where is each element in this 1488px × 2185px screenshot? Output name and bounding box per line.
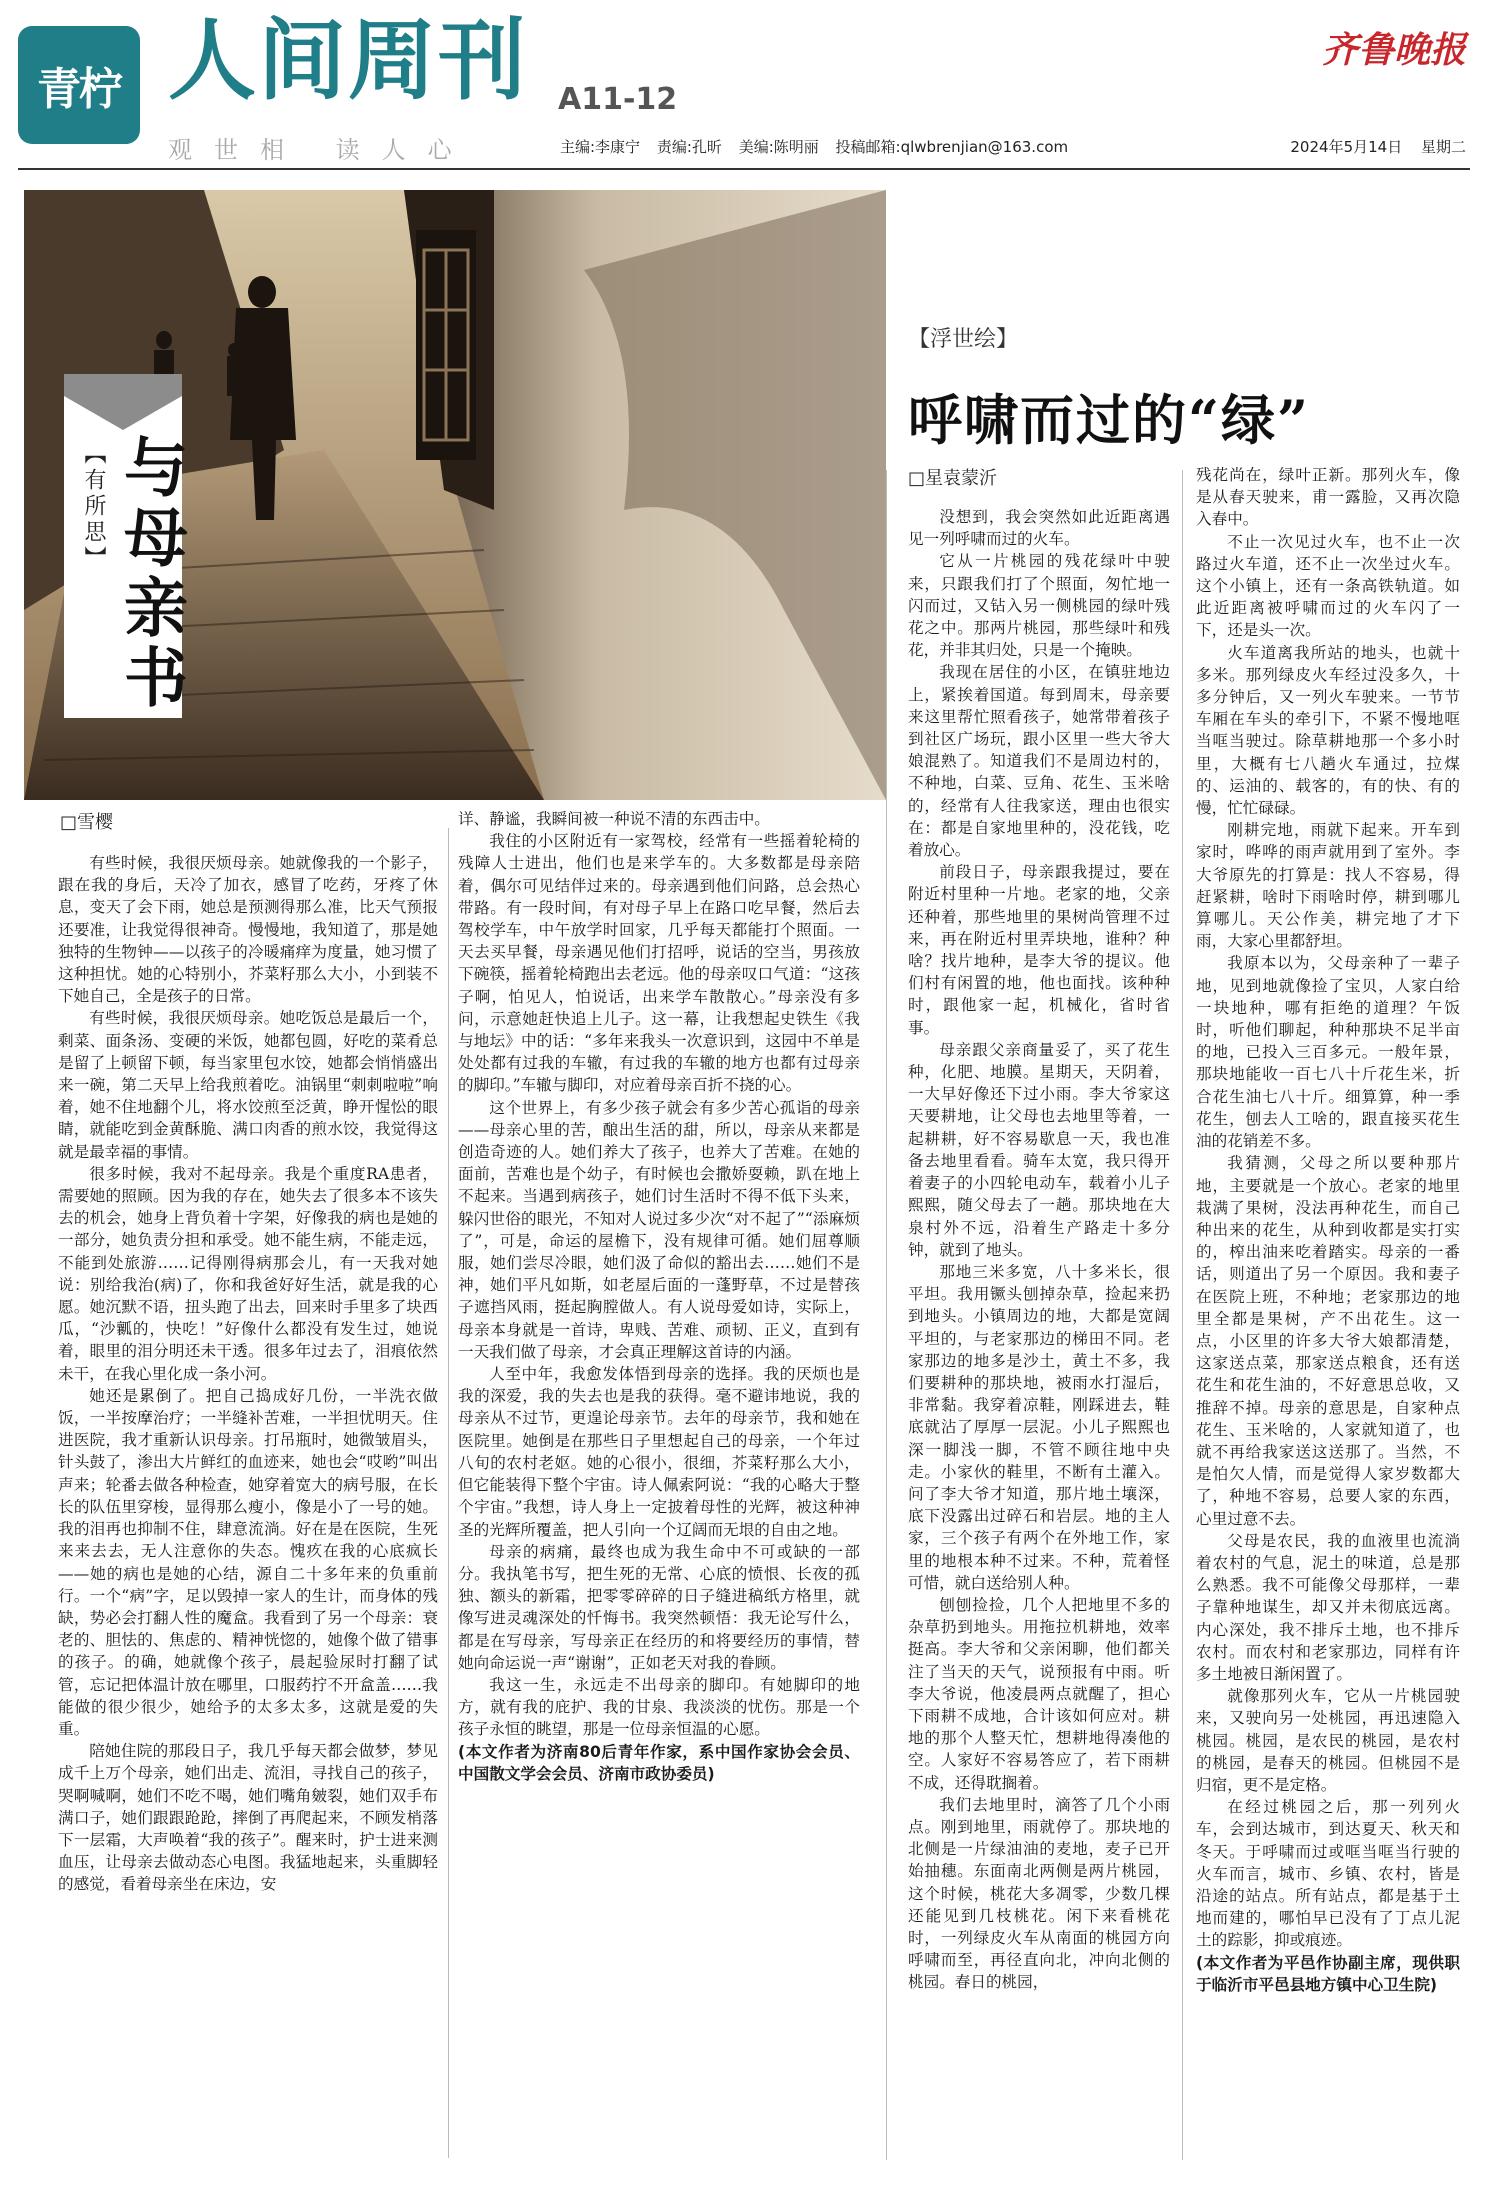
submission-email: 投稿邮箱:qlwbrenjian@163.com: [835, 138, 1069, 156]
paragraph: 她还是累倒了。把自己捣成好几份，一半洗衣做饭，一半按摩治疗；一半缝补苦难，一半担忧明天。住进医院，我才重新认识母亲。打吊瓶时，她微皱眉头，针头鼓了，渗出大片鲜红的血迹来，她也会“哎哟”叫出声来；轮番去做各种检查，她穿着宽大的病号服，在长长的队伍里穿梭，显得那么瘦小，像是小了一号的她。我的泪再也抑制不住，肆意流淌。好在是在医院，生死来来去去，无人注意你的失态。愧疚在我的心底疯长——她的病也是她的心结，源自二十多年来的负重前行。一个“病”字，足以毁掉一家人的生计，而身体的残缺，势必会打翻人性的魔盒。我看到了另一个母亲：衰老的、胆怯的、焦虑的、精神恍惚的，她像个做了错事的孩子。的确，她就像个孩子，晨起验尿时打翻了试管，忘记把体温计放在哪里，口服药拧不开盒盖……我能做的很少很少，她给予的太多太多，这就是爱的失重。: [58, 1386, 438, 1738]
paragraph: 我住的小区附近有一家驾校，经常有一些摇着轮椅的残障人士进出，他们也是来学车的。大多数都是母亲陪着，偶尔可见结伴过来的。母亲遇到他们问路，总会热心带路。有一段时间，有对母子早上在路口吃早餐，然后去驾校学车，中午放学时回家，几乎每天都能打个照面。一天去买早餐，母亲遇见他们打招呼，说话的空当，男孩放下碗筷，摇着轮椅跑出去老远。他的母亲叹口气道：“这孩子啊，怕见人，怕说话，出来学车散散心。”母亲没有多问，示意她赶快追上儿子。这一幕，让我想起史铁生《我与地坛》中的话：“多年来我头一次意识到，这园中不单是处处都有过我的车辙，有过我的车辙的地方也都有过母亲的脚印。”车辙与脚印，对应着母亲百折不挠的心。: [458, 832, 860, 1095]
paragraph: 父母是农民，我的血液里也流淌着农村的气息，泥土的味道，总是那么熟悉。我不可能像父母那样，一辈子靠种地谋生，却又并未彻底远离。内心深处，我不排斥土地，也不排斥农村。而农村和老家那边，同样有许多土地被日渐闲置了。: [1196, 1531, 1460, 1683]
author-note: (本文作者为平邑作协副主席，现供职于临沂市平邑县地方镇中心卫生院): [1196, 1953, 1460, 1994]
art-editor: 美编:陈明丽: [738, 138, 819, 156]
left-column-label: 【有所思】: [81, 442, 106, 572]
paragraph: 在经过桃园之后，那一列列火车，会到达城市，到达夏天、秋天和冬天。于呼啸而过或哐当哐当行驶的火车而言，城市、乡镇、农村，皆是沿途的站点。所有站点，都是基于土地而建的，哪怕早已没有了丁点儿泥土的踪影，抑或痕迹。: [1196, 1798, 1460, 1950]
right-article-column-1: [908, 506, 1170, 2170]
newspaper-brand: 齐鲁晚报: [1321, 29, 1466, 71]
column-divider: [448, 828, 449, 2158]
paragraph: 陪她住院的那段日子，我几乎每天都会做梦，梦见成千上万个母亲，她们出走、流泪，寻找自己的孩子，哭啊喊啊，她们不吃不喝，她们嘴角皴裂，她们双手布满口子，她们跟跟跄跄，摔倒了再爬起来，不顾发梢落下一层霜，大声唤着“我的孩子”。醒来时，护士进来测血压，让母亲去做动态心电图。我猛地起来，头重脚轻的感觉，看着母亲坐在床边，安: [58, 1742, 438, 1894]
section-title: 人间周刊: [168, 8, 529, 112]
column-divider: [886, 470, 887, 2160]
page-numbers: A11-12: [558, 82, 678, 117]
paragraph: 没想到，我会突然如此近距离遇见一列呼啸而过的火车。: [908, 508, 1170, 549]
editor-credits: [560, 136, 1080, 157]
issue-weekday: 星期二: [1420, 138, 1466, 156]
paragraph: 这个世界上，有多少孩子就会有多少苦心孤诣的母亲——母亲心里的苦，酿出生活的甜，所以，母亲从来都是创造奇迹的人。她们养大了孩子，也养大了苦难。在她的面前，苦难也是个幼子，有时候也会撒娇耍赖，趴在地上不起来。当遇到病孩子，她们讨生活时不得不低下头来，躲闪世俗的眼光，不知对人说过多少次“对不起了”“添麻烦了”，可是，命运的屋檐下，没有规律可循。她们屈尊顺服，她们尝尽冷眼，她们汲了命似的豁出去……她们不是神，她们平凡如斯，如老屋后面的一蓬野草，不过是替孩子遮挡风雨，挺起胸膛做人。有人说母爱如诗，实际上，母亲本身就是一首诗，卑贱、苦难、顽韧、正义，直到有一天我们做了母亲，才会真正理解这首诗的内涵。: [458, 1098, 860, 1361]
paragraph: 人至中年，我愈发体悟到母亲的选择。我的厌烦也是我的深爱，我的失去也是我的获得。毫不避讳地说，我的母亲从不过节，更遑论母亲节。去年的母亲节，我和她在医院里。她倒是在那些日子里想起自己的母亲，一个年过八旬的农村老妪。她的心很小，很细，芥菜籽那么大小，但它能装得下整个宇宙。诗人佩索阿说：“我的心略大于整个宇宙。”我想，诗人身上一定披着母性的光辉，被这种神圣的光辉所覆盖，把人引向一个辽阔而无垠的自由之地。: [458, 1365, 860, 1539]
paragraph: 不止一次见过火车，也不止一次路过火车道，还不止一次坐过火车。这个小镇上，还有一条高铁轨道。如此近距离被呼啸而过的火车闪了一下，还是头一次。: [1196, 532, 1460, 640]
right-column-label: 【浮世绘】: [908, 327, 1019, 352]
left-article-title: 与母亲书: [113, 434, 188, 714]
paragraph: 很多时候，我对不起母亲。我是个重度RA患者，需要她的照顾。因为我的存在，她失去了很多本不该失去的机会，她身上背负着十字架，好像我的病也是她的一部分，她负责分担和承受。她不能生病，不能走远，不能到处旅游……记得刚得病那会儿，有一天我对她说：别给我治(病)了，你和我爸好好生活，就是我的心愿。她沉默不语，扭头跑了出去，回来时手里多了块西瓜，“沙瓤的，快吃！”好像什么都没有发生过，她说着，眼里的泪分明还未干透。很多年过去了，泪痕依然未干，在我心里化成一条小河。: [58, 1164, 438, 1383]
right-article-title: 呼啸而过的“绿”: [908, 388, 1311, 452]
paragraph: 刨刨捡捡，几个人把地里不多的杂草扔到地头。用拖拉机耕地，效率挺高。李大爷和父亲闲聊，他们都关注了当天的天气，说预报有中雨。听李大爷说，他凌晨两点就醒了，担心下雨耕不成地，合计该如何应对。耕地的那个人整天忙，想耕地得凑他的空。人家好不容易答应了，若下雨耕不成，还得耽搁着。: [908, 1595, 1170, 1792]
paragraph: 我这一生，永远走不出母亲的脚印。有她脚印的地方，就有我的庇护、我的甘泉、我淡淡的忧伤。那是一个孩子永恒的眺望，那是一位母亲恒温的心愿。: [458, 1675, 860, 1739]
right-article-column-2: [1196, 464, 1460, 2170]
paragraph: 我们去地里时，滴答了几个小雨点。刚到地里，雨就停了。那块地的北侧是一片绿油油的麦地，麦子已开始抽穗。东面南北两侧是两片桃园，这个时候，桃花大多凋零，少数几棵还能见到几枝桃花。闲下来看桃花时，一列绿皮火车从南面的桃园方向呼啸而至，再径直向北，冲向北侧的桃园。春日的桃园，: [908, 1795, 1170, 1992]
header-rule: [18, 168, 1470, 170]
left-article-column-1: [58, 852, 438, 2170]
paragraph: 我现在居住的小区，在镇驻地边上，紧挨着国道。每到周末，母亲要来这里帮忙照看孩子，她常带着孩子到社区广场玩，跟小区里一些大爷大娘混熟了。知道我们不是周边村的，不种地，白菜、豆角、花生、玉米啥的，经常有人往我家送，理由也很实在：都是自家地里种的，没花钱，吃着放心。: [908, 663, 1170, 860]
paragraph: 前段日子，母亲跟我提过，要在附近村里种一片地。老家的地，父亲还种着，那些地里的果树尚管理不过来，再在附近村里弄块地，谁种？种啥？找片地种，是李大爷的提议。他们村有闲置的地，他也面找。该种种时，跟他家一起，机械化，省时省事。: [908, 863, 1170, 1037]
logo-badge: 青柠: [18, 26, 140, 144]
dateline: [1276, 136, 1466, 157]
paragraph: 它从一片桃园的残花绿叶中驶来，只跟我们打了个照面，匆忙地一闪而过，又钻入另一侧桃园的绿叶残花之中。那两片桃园，那些绿叶和残花，并非其归处，只是一个掩映。: [908, 552, 1170, 660]
left-article-column-2: [458, 808, 860, 2170]
paragraph: 我原本以为，父母亲种了一辈子地，见到地就像捡了宝贝，人家白给一块地种，哪有拒绝的道理？午饭时，听他们聊起，种种那块不足半亩的地，已投入三百多元。一般年景，那块地能收一百七八十斤花生米，折合花生油七八十斤。细算算，种一季花生，刨去人工啥的，跟直接买花生油的花销差不多。: [1196, 954, 1460, 1151]
chief-editor: 主编:李康宁: [560, 138, 641, 156]
paragraph: 刚耕完地，雨就下起来。开车到家时，哗哗的雨声就用到了室外。李大爷原先的打算是：找人不容易，得赶紧耕，啥时下雨啥时停，耕到哪儿算哪儿。天公作美，耕完地了才下雨，大家心里都舒坦。: [1196, 821, 1460, 951]
section-slogan: 观世相 读人心: [168, 136, 474, 164]
issue-date: 2024年5月14日: [1290, 138, 1403, 156]
paragraph: 有些时候，我很厌烦母亲。她就像我的一个影子，跟在我的身后，天冷了加衣，感冒了吃药，牙疼了休息，变天了会下雨，她总是预测得那么准，比天气预报还要准，让我觉得很神奇。慢慢地，我知道了，那是她独特的生物钟——以孩子的冷暖痛痒为度量，她习惯了这种担忧。她的心特别小，芥菜籽那么大小，小到装不下她自己，全是孩子的日常。: [58, 854, 438, 1006]
paragraph: 我猜测，父母之所以要种那片地，主要就是一个放心。老家的地里栽满了果树，没法再种花生，而自己种出来的花生，从种到收都是实打实的，榨出油来吃着踏实。母亲的一番话，则道出了另一个原因。我和妻子在医院上班，不种地；老家那边的地里全都是果树，产不出花生。这一点，小区里的许多大爷大娘都清楚，这家送点菜，那家送点粮食，还有送花生和花生油的，不好意思总收，又推辞不掉。母亲的意思是，自家种点花生、玉米啥的，人家就知道了，也就不再给我家送这送那了。当然，不是怕欠人情，而是觉得人家岁数都大了，种地不容易，总要人家的东西，心里过意不去。: [1196, 1154, 1460, 1528]
left-article-author: □雪樱: [60, 812, 114, 833]
paragraph: 有些时候，我很厌烦母亲。她吃饭总是最后一个，剩菜、面条汤、变硬的米饭，她都包圆，好吃的菜肴总是留了上顿留下顿，每当家里包水饺，她都会悄悄盛出来一碗，第二天早上给我煎着吃。油锅里“刺刺啦啦”响着，她不住地翻个儿，将水饺煎至泛黄，睁开惺忪的眼睛，就能吃到金黄酥脆、满口肉香的煎水饺，我觉得这就是最幸福的事情。: [58, 1009, 438, 1161]
paragraph: 母亲跟父亲商量妥了，买了花生种，化肥、地膜。星期天，天阴着，一大早好像还下过小雨。李大爷家这天要耕地，让父母也去地里等着，一起耕耕，好不容易歇息一天，我也准备去地里看看。骑车太宽，我只得开着妻子的小四轮电动车，载着小儿子熙熙，随父母去了一趟。那块地在大泉村外不远，沿着生产路走十多分钟，就到了地头。: [908, 1040, 1170, 1259]
right-article-author: □星袁蒙沂: [908, 468, 998, 489]
column-divider: [1182, 470, 1183, 2160]
paragraph: 母亲的病痛，最终也成为我生命中不可或缺的一部分。我执笔书写，把生死的无常、心底的愤恨、长夜的孤独、额头的新霜，把零零碎碎的日子缝进稿纸方格里，就像写进灵魂深处的忏悔书。我突然顿悟：我无论写什么，都是在写母亲，写母亲正在经历的和将要经历的事情，替她向命运说一声“谢谢”，正如老天对我的眷顾。: [458, 1542, 860, 1672]
paragraph: 火车道离我所站的地头，也就十多米。那列绿皮火车经过没多久，十多分钟后，又一列火车驶来。一节节车厢在车头的牵引下，不紧不慢地哐当哐当驶过。除草耕地那一个多小时里，大概有七八趟火车通过，拉煤的、运油的、载客的，有的快、有的慢，忙忙碌碌。: [1196, 643, 1460, 818]
paragraph: 详、静谧，我瞬间被一种说不清的东西击中。: [458, 810, 770, 828]
duty-editor: 责编:孔昕: [656, 138, 722, 156]
paragraph: 残花尚在，绿叶正新。那列火车，像是从春天驶来，甫一露脸，又再次隐入春中。: [1196, 466, 1460, 529]
banner-chevron-icon: [64, 374, 182, 430]
paragraph: 就像那列火车，它从一片桃园驶来，又驶向另一处桃园，再迅速隐入桃园。桃园，是农民的桃园，是农村的桃园，是春天的桃园。但桃园不是归宿，更不是定格。: [1196, 1687, 1460, 1794]
paragraph: 那地三米多宽，八十多米长，很平坦。我用镢头刨掉杂草，捡起来扔到地头。小镇周边的地，大都是宽阔平坦的，与老家那边的梯田不同。老家那边的地多是沙土，黄土不多，我们要耕种的那块地，被雨水打湿后，非常黏。我穿着凉鞋，刚踩进去，鞋底就沾了厚厚一层泥。小儿子熙熙也深一脚浅一脚，不管不顾往地中央走。小家伙的鞋里，不断有土灌入。问了李大爷才知道，那片地土壤深，底下没露出过碎石和岩层。地的主人家，三个孩子有两个在外地工作，家里的地根本种不过来。不种，荒着怪可惜，就白送给别人种。: [908, 1262, 1170, 1592]
author-note: (本文作者为济南80后青年作家，系中国作家协会会员、中国散文学会会员、济南市政协委员): [458, 1742, 860, 1783]
